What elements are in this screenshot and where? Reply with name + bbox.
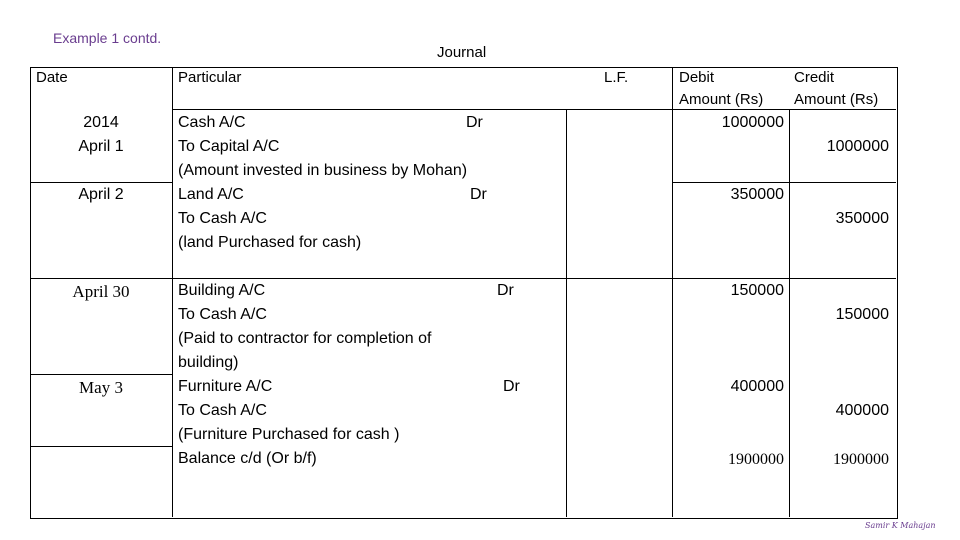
debit-account: Cash A/C xyxy=(178,114,246,131)
dr-marker: Dr xyxy=(503,378,520,395)
credit-account: To Cash A/C xyxy=(178,402,267,419)
debit-amount: 150000 xyxy=(730,282,784,299)
credit-account: To Cash A/C xyxy=(178,210,267,227)
col-divider-date xyxy=(172,67,173,517)
entry-date: 2014 April 1 xyxy=(78,114,124,155)
author-signature: Samir K Mahajan xyxy=(865,521,936,530)
debit-amount: 400000 xyxy=(730,378,784,395)
dr-marker: Dr xyxy=(470,186,487,203)
debit-total: 1900000 xyxy=(728,451,784,468)
header-rule-particular xyxy=(172,109,672,110)
row-divider-date xyxy=(30,374,172,375)
credit-amount: 150000 xyxy=(835,306,889,323)
credit-amount: 350000 xyxy=(835,210,889,227)
narration: (land Purchased for cash) xyxy=(178,234,362,251)
header-debit: Debit xyxy=(679,69,715,86)
entry-date: May 3 xyxy=(79,378,123,397)
debit-account: Building A/C xyxy=(178,282,266,299)
debit-amount: 1000000 xyxy=(721,114,784,131)
header-date: Date xyxy=(36,69,68,86)
header-credit-unit: Amount (Rs) xyxy=(794,91,879,108)
debit-amount: 350000 xyxy=(730,186,784,203)
narration: (Amount invested in business by Mohan) xyxy=(178,162,468,179)
header-lf: L.F. xyxy=(604,69,629,86)
credit-amount: 400000 xyxy=(835,402,889,419)
header-credit: Credit xyxy=(794,69,835,86)
header-rule-amounts xyxy=(672,109,896,110)
credit-account: To Cash A/C xyxy=(178,306,267,323)
debit-account: Furniture A/C xyxy=(178,378,273,395)
page-title: Journal xyxy=(437,44,487,61)
header-debit-unit: Amount (Rs) xyxy=(679,91,764,108)
entry-date: April 30 xyxy=(72,282,130,301)
entry-particulars xyxy=(178,111,467,183)
example-subtitle: Example 1 contd. xyxy=(53,30,162,46)
narration: building) xyxy=(178,354,239,371)
entry-particulars xyxy=(178,375,399,447)
row-divider-date xyxy=(30,446,172,447)
entry-particulars xyxy=(178,183,361,255)
entry-particulars xyxy=(178,279,431,375)
dr-marker: Dr xyxy=(497,282,514,299)
credit-account: To Capital A/C xyxy=(178,138,280,155)
dr-marker: Dr xyxy=(466,114,483,131)
balance-label: Balance c/d (Or b/f) xyxy=(178,450,317,467)
header-particular: Particular xyxy=(178,69,242,86)
narration: (Paid to contractor for completion of xyxy=(178,330,432,347)
debit-account: Land A/C xyxy=(178,186,244,203)
col-divider-particular xyxy=(566,109,567,517)
narration: (Furniture Purchased for cash ) xyxy=(178,426,400,443)
credit-total: 1900000 xyxy=(833,451,889,468)
credit-amount: 1000000 xyxy=(826,138,889,155)
entry-date: April 2 xyxy=(78,186,124,203)
